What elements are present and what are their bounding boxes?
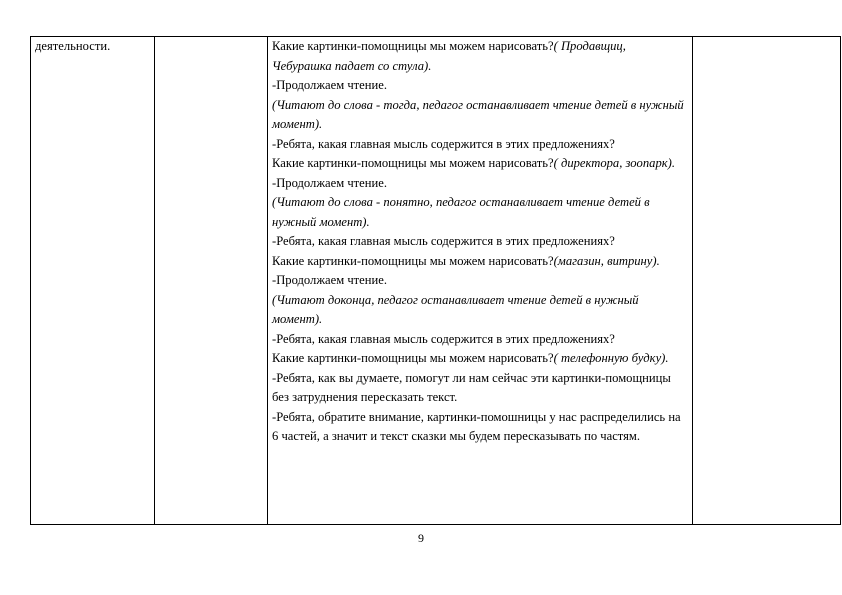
children-activity-cell: [693, 37, 841, 525]
paragraph-2-text: -Продолжаем чтение.: [272, 78, 387, 92]
paragraph-4-text: -Ребята, какая главная мысль содержится в этих предложениях?: [272, 136, 615, 151]
paragraph-10-text: -Продолжаем чтение.: [272, 273, 387, 287]
paragraph-13-text: Какие картинки-помощницы мы можем нарисовать?: [272, 351, 554, 365]
paragraph-11: [272, 291, 688, 330]
paragraph-5-answer: ( директора, зоопарк).: [553, 156, 675, 170]
stage-text: деятельности.: [35, 39, 111, 53]
paragraph-6: [272, 174, 688, 194]
paragraph-15: [272, 408, 688, 447]
paragraph-1-answer: ( Продавщиц, Чебурашка падает со стула).: [272, 39, 626, 73]
paragraph-9: [272, 252, 688, 272]
paragraph-5: [272, 154, 688, 174]
paragraph-2: [272, 76, 688, 96]
paragraph-12-text: -Ребята, какая главная мысль содержится в этих предложениях?: [272, 331, 615, 346]
paragraph-7: [272, 193, 688, 232]
paragraph-8-text: -Ребята, какая главная мысль содержится в этих предложениях?: [272, 234, 615, 248]
paragraph-14: [272, 369, 688, 408]
paragraph-15-text: -Ребята, обратите внимание, картинки-помошницы у нас распределились на 6 частей, а значит и текст сказки мы будем пересказывать по частям.: [272, 409, 681, 443]
table-row: [31, 37, 841, 525]
paragraph-3-answer: (Читают до слова - тогда, педагог останавливает чтение детей в нужный момент).: [272, 97, 684, 131]
paragraph-10: [272, 271, 688, 291]
teacher-activity-cell: [268, 37, 693, 525]
page-number: 9: [418, 531, 424, 545]
paragraph-5-text: Какие картинки-помощницы мы можем нарисовать?: [272, 156, 554, 170]
paragraph-6-text: -Продолжаем чтение.: [272, 175, 387, 190]
paragraph-4: [272, 135, 688, 155]
paragraph-13: [272, 349, 688, 369]
lesson-table: [30, 36, 841, 525]
paragraph-1-text: Какие картинки-помощницы мы можем нарисовать?: [272, 39, 554, 53]
method-cell: [155, 37, 268, 525]
paragraph-11-answer: (Читают доконца, педагог останавливает чтение детей в нужный момент).: [272, 292, 639, 326]
paragraph-1: [272, 37, 688, 76]
paragraph-7-answer: (Читают до слова - понятно, педагог останавливает чтение детей в нужный момент).: [272, 195, 650, 229]
paragraph-8: [272, 232, 688, 252]
paragraph-12: [272, 330, 688, 350]
paragraph-9-answer: (магазин, витрину).: [553, 253, 660, 268]
stage-cell: [31, 37, 155, 525]
paragraph-13-answer: ( телефонную будку).: [553, 351, 669, 365]
paragraph-3: [272, 96, 688, 135]
paragraph-9-text: Какие картинки-помощницы мы можем нарисовать?: [272, 253, 554, 268]
paragraph-14-text: -Ребята, как вы думаете, помогут ли нам сейчас эти картинки-помощницы без затруднения пересказать текст.: [272, 370, 671, 404]
